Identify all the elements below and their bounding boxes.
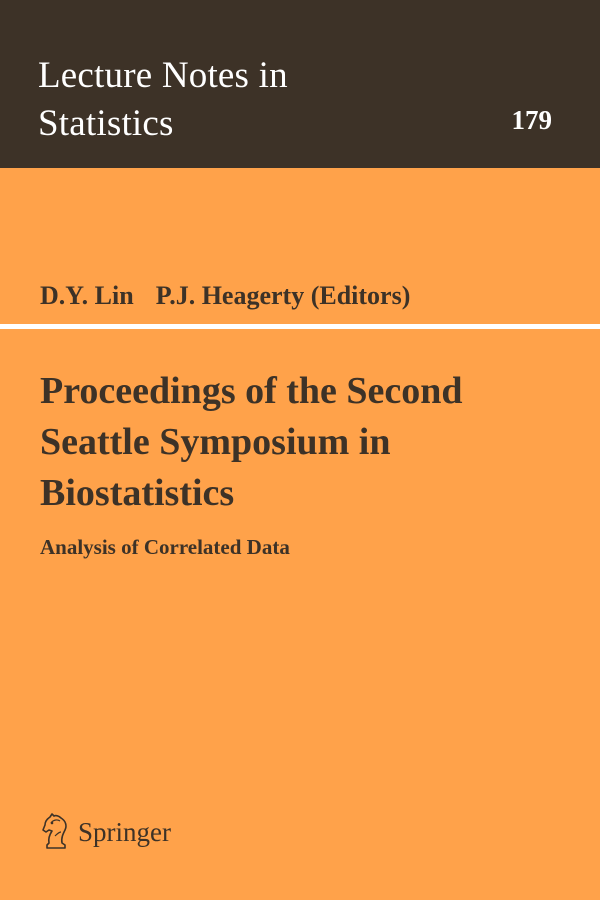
book-title-line-3: Biostatistics <box>40 472 235 514</box>
knight-chess-piece-icon <box>40 812 72 852</box>
series-title <box>38 52 478 148</box>
volume-number: 179 <box>511 105 552 135</box>
divider-rule <box>0 324 600 329</box>
editor-name-2: P.J. Heagerty (Editors) <box>155 281 411 310</box>
publisher-imprint <box>40 812 171 852</box>
series-title-line-1: Lecture Notes in <box>38 55 288 96</box>
book-title <box>40 366 580 519</box>
book-title-line-1: Proceedings of the Second <box>40 370 463 412</box>
editors-line <box>40 280 410 312</box>
book-subtitle: Analysis of Correlated Data <box>40 535 290 559</box>
series-title-line-2: Statistics <box>38 103 174 144</box>
book-title-line-2: Seattle Symposium in <box>40 421 391 463</box>
publisher-name: Springer <box>78 817 171 847</box>
series-band <box>0 0 600 168</box>
editor-name-1: D.Y. Lin <box>40 281 134 310</box>
